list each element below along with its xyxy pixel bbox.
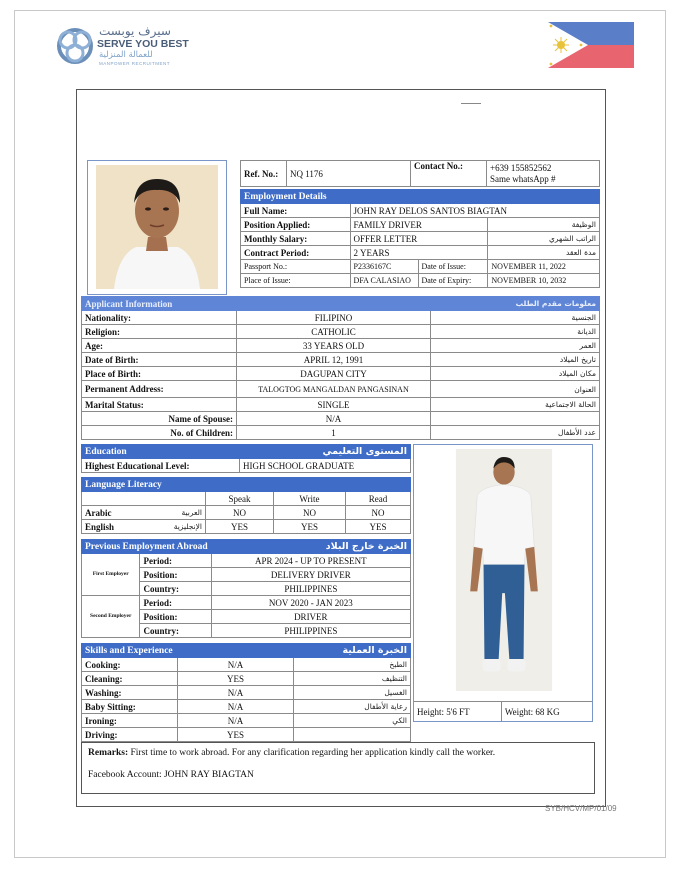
- table-row: [82, 426, 600, 440]
- age-value: 33 YEARS OLD: [237, 339, 431, 353]
- ironing-label: Ironing:: [82, 714, 178, 728]
- washing-arabic: الغسيل: [294, 686, 411, 700]
- remarks-text: First time to work abroad. For any clarification regarding her application kindly call the worker.: [128, 748, 496, 758]
- washing-value: N/A: [178, 686, 294, 700]
- marital-value: SINGLE: [237, 398, 431, 412]
- table-row: [82, 311, 600, 325]
- logo-english-name: SERVE YOU BEST: [97, 38, 189, 50]
- education-label: Highest Educational Level:: [82, 459, 240, 473]
- expiry-label: Date of Expiry:: [418, 274, 488, 288]
- first-period-label: Period:: [140, 554, 211, 568]
- skills-heading: Skills and Experience: [82, 644, 294, 658]
- english-label: English: [82, 520, 136, 534]
- place-issue-label: Place of Issue:: [241, 274, 351, 288]
- dob-label: Date of Birth:: [82, 353, 237, 367]
- issue-date-label: Date of Issue:: [418, 260, 488, 274]
- speak-header: Speak: [206, 492, 274, 506]
- remarks-label: Remarks:: [88, 748, 129, 758]
- applicant-info-table: [81, 296, 600, 440]
- passport-value: P2336167C: [350, 260, 418, 274]
- employment-details-heading: Employment Details: [241, 190, 600, 204]
- contact-note: Same whatsApp #: [490, 173, 556, 184]
- driving-label: Driving:: [82, 728, 178, 742]
- nationality-label: Nationality:: [82, 311, 237, 325]
- cooking-value: N/A: [178, 658, 294, 672]
- washing-label: Washing:: [82, 686, 178, 700]
- employment-details-table: [240, 189, 600, 288]
- first-country-label: Country:: [140, 582, 211, 596]
- applicant-headshot: [96, 165, 218, 289]
- second-country-value: PHILIPPINES: [211, 624, 410, 638]
- language-table: [81, 477, 411, 534]
- second-employer-tag: Second Employer: [82, 596, 140, 638]
- children-label: No. of Children:: [82, 426, 237, 440]
- ref-contact-table: [240, 160, 600, 187]
- weight-stat: Weight: 68 KG: [501, 702, 592, 722]
- pob-arabic: مكان الميلاد: [431, 367, 600, 381]
- dob-value: APRIL 12, 1991: [237, 353, 431, 367]
- table-row: [241, 274, 600, 288]
- body-stats-table: [414, 701, 592, 722]
- first-period-value: APR 2024 - UP TO PRESENT: [211, 554, 410, 568]
- spouse-value: N/A: [237, 412, 431, 426]
- skills-heading-arabic: الخبرة العملية: [294, 644, 411, 658]
- ref-value: NQ 1176: [287, 161, 411, 187]
- spouse-label: Name of Spouse:: [82, 412, 237, 426]
- ref-label: Ref. No.:: [241, 161, 287, 187]
- table-row: [82, 412, 600, 426]
- position-arabic: الوظيفة: [488, 218, 600, 232]
- passport-label: Passport No.:: [241, 260, 351, 274]
- expiry-value: NOVEMBER 10, 2032: [488, 274, 600, 288]
- driving-value: YES: [178, 728, 294, 742]
- driving-arabic: [294, 728, 411, 742]
- table-row: [82, 686, 411, 700]
- religion-value: CATHOLIC: [237, 325, 431, 339]
- issue-date-value: NOVEMBER 11, 2022: [488, 260, 600, 274]
- table-row: [82, 325, 600, 339]
- table-row: [82, 596, 411, 610]
- read-header: Read: [346, 492, 411, 506]
- form-code: SYB/HCV/MP/01/09: [545, 804, 617, 813]
- second-period-value: NOV 2020 - JAN 2023: [211, 596, 410, 610]
- age-label: Age:: [82, 339, 237, 353]
- table-row: [82, 398, 600, 412]
- language-blank-ar: [136, 492, 206, 506]
- table-row: [82, 700, 411, 714]
- previous-employment-heading-arabic: الخبرة خارج البلاد: [211, 540, 410, 554]
- remarks-box: [81, 742, 595, 794]
- marital-label: Marital Status:: [82, 398, 237, 412]
- philippine-flag-icon: [548, 22, 634, 68]
- education-value: HIGH SCHOOL GRADUATE: [240, 459, 411, 473]
- place-issue-value: DFA CALASIAO: [350, 274, 418, 288]
- facebook-account: Facebook Account: JOHN RAY BIAGTAN: [88, 770, 254, 780]
- cleaning-arabic: التنظيف: [294, 672, 411, 686]
- pob-label: Place of Birth:: [82, 367, 237, 381]
- contact-label: Contact No.:: [411, 161, 487, 187]
- arabic-label: Arabic: [82, 506, 136, 520]
- education-heading-arabic: المستوى التعليمي: [240, 445, 411, 459]
- write-header: Write: [274, 492, 346, 506]
- address-label: Permanent Address:: [82, 381, 237, 398]
- second-period-label: Period:: [140, 596, 211, 610]
- headshot-frame: [87, 160, 227, 295]
- spouse-arabic: [431, 412, 600, 426]
- applicant-info-heading: Applicant Information: [82, 297, 431, 311]
- babysitting-value: N/A: [178, 700, 294, 714]
- second-position-label: Position:: [140, 610, 211, 624]
- religion-label: Religion:: [82, 325, 237, 339]
- religion-arabic: الديانة: [431, 325, 600, 339]
- remarks-line: [88, 747, 588, 760]
- table-row: [82, 339, 600, 353]
- first-country-value: PHILIPPINES: [211, 582, 410, 596]
- table-row: [241, 232, 600, 246]
- table-row: [241, 246, 600, 260]
- logo-knot-icon: [55, 24, 95, 68]
- table-row: [82, 381, 600, 398]
- contact-number: +639 155852562: [490, 162, 552, 173]
- skills-table: [81, 643, 411, 742]
- education-table: [81, 444, 411, 473]
- full-body-frame: [413, 444, 593, 722]
- contract-value: 2 YEARS: [350, 246, 488, 260]
- english-read: YES: [346, 520, 411, 534]
- table-row: [241, 260, 600, 274]
- table-row: [82, 506, 411, 520]
- table-row: [82, 658, 411, 672]
- salary-arabic: الراتب الشهري: [488, 232, 600, 246]
- address-arabic: العنوان: [431, 381, 600, 398]
- position-label: Position Applied:: [241, 218, 351, 232]
- contract-arabic: مدة العقد: [488, 246, 600, 260]
- position-value: FAMILY DRIVER: [350, 218, 488, 232]
- arabic-speak: NO: [206, 506, 274, 520]
- logo-arabic-name: سيرف يوبست: [99, 24, 171, 38]
- table-row: [82, 367, 600, 381]
- table-row: [82, 714, 411, 728]
- table-row: [241, 218, 600, 232]
- table-row: [82, 492, 411, 506]
- contact-cell: [487, 161, 600, 187]
- table-row: [82, 554, 411, 568]
- english-speak: YES: [206, 520, 274, 534]
- previous-employment-table: [81, 539, 411, 638]
- children-value: 1: [237, 426, 431, 440]
- second-country-label: Country:: [140, 624, 211, 638]
- cleaning-value: YES: [178, 672, 294, 686]
- first-position-value: DELIVERY DRIVER: [211, 568, 410, 582]
- english-write: YES: [274, 520, 346, 534]
- age-arabic: العمر: [431, 339, 600, 353]
- applicant-full-body-photo: [450, 449, 558, 691]
- education-heading: Education: [82, 445, 240, 459]
- table-row: [82, 520, 411, 534]
- company-logo: [55, 24, 189, 70]
- second-position-value: DRIVER: [211, 610, 410, 624]
- doc-mark: [461, 103, 481, 104]
- ironing-arabic: الكي: [294, 714, 411, 728]
- dob-arabic: تاريخ الميلاد: [431, 353, 600, 367]
- cleaning-label: Cleaning:: [82, 672, 178, 686]
- marital-arabic: الحالة الاجتماعية: [431, 398, 600, 412]
- salary-value: OFFER LETTER: [350, 232, 488, 246]
- applicant-info-heading-arabic: معلومات مقدم الطلب: [431, 297, 600, 311]
- logo-arabic-sub: للعمالة المنزلية: [99, 50, 153, 60]
- arabic-read: NO: [346, 506, 411, 520]
- children-arabic: عدد الأطفال: [431, 426, 600, 440]
- full-name-label: Full Name:: [241, 204, 351, 218]
- full-name-value: JOHN RAY DELOS SANTOS BIAGTAN: [350, 204, 599, 218]
- table-row: [82, 459, 411, 473]
- logo-subtitle: MANPOWER RECRUITMENT: [99, 61, 170, 66]
- arabic-write: NO: [274, 506, 346, 520]
- address-value: TALOGTOG MANGALDAN PANGASINAN: [237, 381, 431, 398]
- first-position-label: Position:: [140, 568, 211, 582]
- cooking-label: Cooking:: [82, 658, 178, 672]
- english-label-ar: الإنجليزية: [136, 520, 206, 534]
- salary-label: Monthly Salary:: [241, 232, 351, 246]
- babysitting-arabic: رعاية الأطفال: [294, 700, 411, 714]
- first-employer-tag: First Employer: [82, 554, 140, 596]
- previous-employment-heading: Previous Employment Abroad: [82, 540, 212, 554]
- language-heading: Language Literacy: [82, 478, 411, 492]
- table-row: [241, 204, 600, 218]
- language-blank: [82, 492, 136, 506]
- height-stat: Height: 5'6 FT: [414, 702, 501, 722]
- pob-value: DAGUPAN CITY: [237, 367, 431, 381]
- babysitting-label: Baby Sitting:: [82, 700, 178, 714]
- cooking-arabic: الطبخ: [294, 658, 411, 672]
- ironing-value: N/A: [178, 714, 294, 728]
- nationality-value: FILIPINO: [237, 311, 431, 325]
- table-row: [82, 353, 600, 367]
- arabic-label-ar: العربية: [136, 506, 206, 520]
- table-row: [82, 672, 411, 686]
- contract-label: Contract Period:: [241, 246, 351, 260]
- table-row: [82, 728, 411, 742]
- nationality-arabic: الجنسية: [431, 311, 600, 325]
